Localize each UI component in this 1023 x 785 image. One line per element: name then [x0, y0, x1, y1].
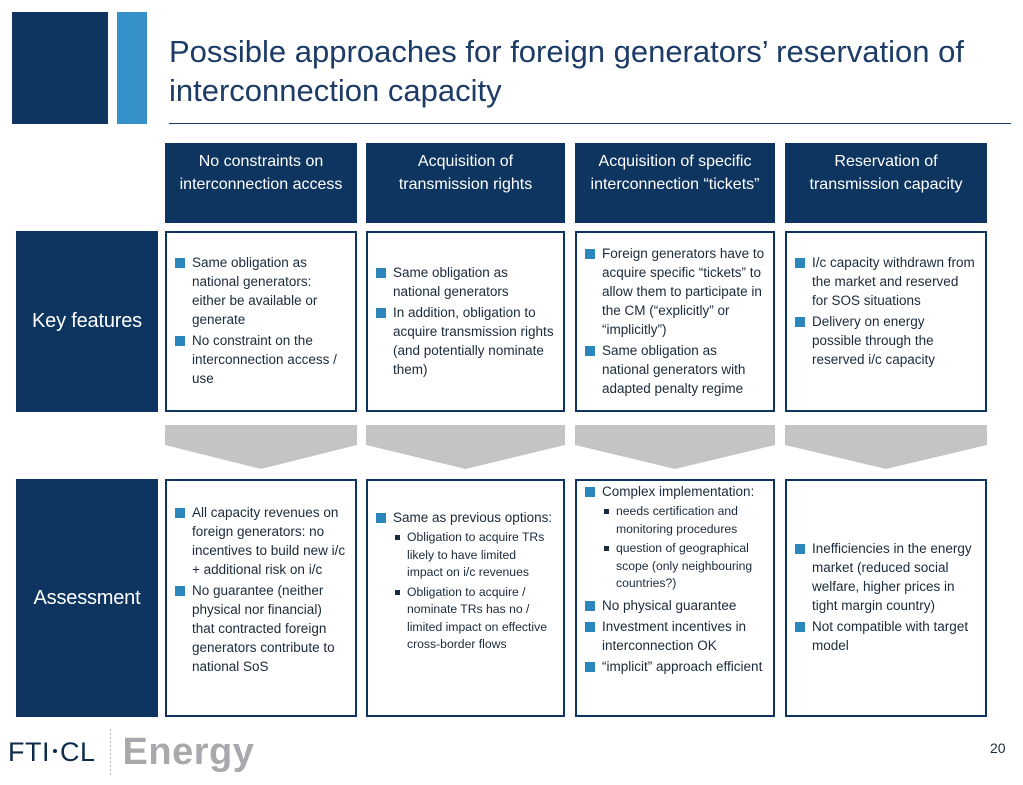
sub-list-item: Obligation to acquire / nominate TRs has no / limited impact on effective cross-border flows — [393, 584, 555, 654]
title-divider — [169, 123, 1011, 124]
assessment-cell-reservation — [785, 479, 987, 717]
row-label-key-features: Key features — [16, 231, 158, 412]
list-item: “implicit” approach efficient — [583, 657, 765, 676]
list-item: No constraint on the interconnection access / use — [173, 331, 347, 388]
list-item — [374, 508, 555, 654]
page-number: 20 — [990, 740, 1006, 756]
sub-list-item: question of geographical scope (only neighbouring countries?) — [602, 540, 765, 593]
list-item: Same obligation as national generators with adapted penalty regime — [583, 341, 765, 398]
title-decor-bar-light — [117, 12, 147, 124]
sub-list-item: needs certification and monitoring procedures — [602, 503, 765, 538]
list-item: Same obligation as national generators — [374, 263, 555, 301]
list-item: Same obligation as national generators: either be available or generate — [173, 253, 347, 329]
features-cell-tickets — [575, 231, 775, 412]
company-logo — [8, 728, 254, 776]
features-cell-reservation — [785, 231, 987, 412]
row-label-assessment: Assessment — [16, 479, 158, 717]
list-item: Inefficiencies in the energy market (reduced social welfare, higher prices in tight margin country) — [793, 539, 977, 615]
column-header-no-constraints: No constraints on interconnection access — [165, 143, 357, 223]
list-item: I/c capacity withdrawn from the market and reserved for SOS situations — [793, 253, 977, 310]
features-cell-transmission-rights — [366, 231, 565, 412]
list-item: Not compatible with target model — [793, 617, 977, 655]
down-arrow-icon — [366, 425, 565, 469]
list-item: In addition, obligation to acquire transmission rights (and potentially nominate them) — [374, 303, 555, 379]
list-item — [583, 482, 765, 593]
title-decor-bar-dark — [12, 12, 108, 124]
down-arrow-icon — [165, 425, 357, 469]
logo-energy-text: Energy — [122, 730, 255, 773]
list-item-text: Complex implementation: — [602, 484, 755, 499]
assessment-cell-tickets — [575, 479, 775, 717]
column-header-transmission-rights: Acquisition of transmission rights — [366, 143, 565, 223]
logo-separator — [110, 729, 111, 775]
sub-list-item: Obligation to acquire TRs likely to have limited impact on i/c revenues — [393, 529, 555, 582]
down-arrow-icon — [575, 425, 775, 469]
column-header-reservation: Reservation of transmission capacity — [785, 143, 987, 223]
list-item: Delivery on energy possible through the reserved i/c capacity — [793, 312, 977, 369]
list-item: All capacity revenues on foreign generators: no incentives to build new i/c + additional risk on i/c — [173, 503, 347, 579]
list-item: No physical guarantee — [583, 596, 765, 615]
logo-fti-text: FTI CL — [8, 736, 96, 767]
page-title: Possible approaches for foreign generators’ reservation of interconnection capacity — [169, 34, 964, 108]
assessment-cell-no-constraints — [165, 479, 357, 717]
list-item: Investment incentives in interconnection OK — [583, 617, 765, 655]
list-item-text: Same as previous options: — [393, 510, 553, 525]
down-arrow-icon — [785, 425, 987, 469]
list-item: No guarantee (neither physical nor financial) that contracted foreign generators contribute to national SoS — [173, 581, 347, 676]
list-item: Foreign generators have to acquire specific “tickets” to allow them to participate in the CM (“explicitly” or “implicitly”) — [583, 244, 765, 339]
assessment-cell-transmission-rights — [366, 479, 565, 717]
features-cell-no-constraints — [165, 231, 357, 412]
column-header-tickets: Acquisition of specific interconnection “tickets” — [575, 143, 775, 223]
